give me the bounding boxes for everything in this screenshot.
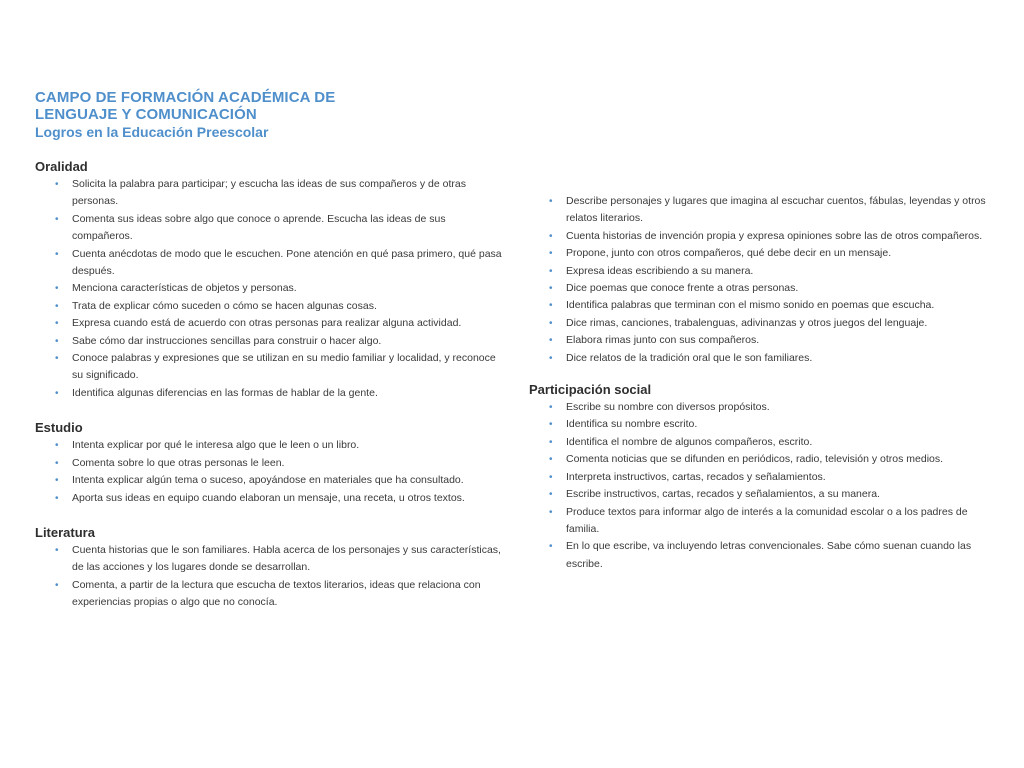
bullet-icon: • [549,541,553,553]
section-heading: Literatura [35,524,95,540]
list-item-text: Describe personajes y lugares que imagina al escuchar cuentos, fábulas, leyendas y otros relatos literarios. [566,195,986,225]
bullet-list [529,193,999,367]
list-item-text: Escribe su nombre con diversos propósitos. [566,401,770,414]
bullet-list [35,437,505,507]
list-item-text: Intenta explicar por qué le interesa algo que le leen o un libro. [72,439,360,452]
section-estudio [35,419,505,507]
list-item-text: Elabora rimas junto con sus compañeros. [566,334,760,347]
list-item [55,455,505,472]
bullet-icon: • [55,335,59,347]
bullet-icon: • [549,471,553,483]
list-item [549,469,999,486]
list-item [549,245,999,262]
bullet-icon: • [55,457,59,469]
bullet-icon: • [55,353,59,365]
bullet-icon: • [55,387,59,399]
section-heading: Oralidad [35,159,88,174]
list-item [55,211,505,246]
list-item [55,280,505,297]
list-item-text: Identifica su nombre escrito. [566,418,698,431]
list-item-text: Expresa cuando está de acuerdo con otras personas para realizar alguna actividad. [72,317,462,330]
bullet-icon: • [549,419,553,431]
bullet-icon: • [55,179,59,190]
list-item-text: Produce textos para informar algo de interés a la comunidad escolar o a los padres de familia. [566,505,968,535]
list-item-text: Aporta sus ideas en equipo cuando elaboran un mensaje, una receta, u otros textos. [72,491,465,504]
list-item-text: Menciona características de objetos y personas. [72,282,297,295]
list-item [549,332,999,349]
list-item [549,193,999,228]
bullet-icon: • [55,492,59,504]
subtitle: Logros en la Educación Preescolar [35,124,269,140]
section-heading: Estudio [35,420,83,436]
list-item [549,434,999,451]
bullet-icon: • [549,402,553,414]
bullet-icon: • [549,248,553,260]
bullet-icon: • [549,489,553,501]
bullet-icon: • [549,317,553,329]
bullet-icon: • [549,352,553,364]
list-item [549,399,999,416]
list-item-text: Cuenta historias de invención propia y expresa opiniones sobre las de otros compañeros. [566,229,983,242]
list-item-text: Dice poemas que conoce frente a otras personas. [566,282,799,295]
bullet-icon: • [549,283,553,295]
bullet-icon: • [55,283,59,295]
list-item-text: Comenta sus ideas sobre algo que conoce o aprende. Escucha las ideas de sus compañeros. [72,212,446,243]
bullet-icon: • [55,440,59,452]
bullet-icon: • [55,475,59,487]
list-item-text: Dice rimas, canciones, trabalenguas, adivinanzas y otros juegos del lenguaje. [566,316,928,329]
list-item-text: Comenta noticias que se difunden en periódicos, radio, televisión y otros medios. [566,453,944,466]
list-item [55,472,505,489]
bullet-icon: • [55,318,59,330]
list-item [55,246,505,281]
bullet-list [35,176,505,402]
list-item-text: Conoce palabras y expresiones que se utilizan en su medio familiar y localidad, y reconoce su significado. [72,352,496,382]
list-item-text: Solicita la palabra para participar; y escucha las ideas de sus compañeros y de otras personas. [72,178,466,208]
list-item-text: Cuenta historias que le son familiares. Habla acerca de los personajes y sus características, de las acciones y los lugares donde se desarrollan. [72,543,501,574]
list-item-text: Propone, junto con otros compañeros, qué debe decir en un mensaje. [566,247,892,260]
bullet-list [35,542,505,612]
list-item-text: Interpreta instructivos, cartas, recados y señalamientos. [566,470,826,483]
title-line-2: LENGUAJE Y COMUNICACIÓN [35,106,257,123]
list-item [549,297,999,314]
bullet-icon: • [55,213,59,225]
title-line-1: CAMPO DE FORMACIÓN ACADÉMICA DE [35,89,336,106]
list-item [55,350,505,385]
list-item [549,486,999,503]
list-item [549,228,999,245]
list-item-text: Identifica algunas diferencias en las formas de hablar de la gente. [72,386,378,399]
list-item [55,437,505,454]
list-item [55,385,505,402]
list-item [55,577,505,612]
list-item [549,315,999,332]
list-item-text: Sabe cómo dar instrucciones sencillas para construir o hacer algo. [72,334,382,347]
bullet-icon: • [549,196,553,207]
list-item-text: Comenta, a partir de la lectura que escucha de textos literarios, ideas que relaciona con experiencias propias o algo que no conocía. [72,578,481,609]
bullet-icon: • [549,454,553,466]
bullet-icon: • [549,265,553,277]
list-item [549,504,999,539]
list-item [549,451,999,468]
bullet-icon: • [55,248,59,260]
document-header [35,89,335,141]
bullet-icon: • [549,300,553,312]
bullet-list [529,399,999,573]
list-item [549,263,999,280]
bullet-icon: • [55,300,59,312]
list-item [55,315,505,332]
left-column [35,158,505,629]
list-item-text: Identifica palabras que terminan con el mismo sonido en poemas que escucha. [566,299,935,312]
list-item [549,416,999,433]
list-item-text: Cuenta anécdotas de modo que le escuchen. Pone atención en qué pasa primero, qué pasa después. [72,247,502,278]
bullet-icon: • [55,544,59,556]
section-oralidad [35,158,505,402]
list-item-text: Expresa ideas escribiendo a su manera. [566,264,754,277]
bullet-icon: • [549,506,553,518]
list-item [55,298,505,315]
list-item-text: Comenta sobre lo que otras personas le leen. [72,456,285,469]
section-participación-social [529,381,999,573]
literatura-continued [529,193,999,367]
list-item-text: Escribe instructivos, cartas, recados y señalamientos, a su manera. [566,488,880,501]
section-literatura [35,524,505,612]
bullet-icon: • [549,436,553,448]
list-item [55,542,505,577]
list-item [55,490,505,507]
bullet-icon: • [549,335,553,347]
list-item-text: Trata de explicar cómo suceden o cómo se hacen algunas cosas. [72,299,377,312]
list-item-text: Intenta explicar algún tema o suceso, apoyándose en materiales que ha consultado. [72,474,464,487]
list-item-text: En lo que escribe, va incluyendo letras convencionales. Sabe cómo suenan cuando las escribe. [566,540,972,570]
list-item [55,333,505,350]
list-item-text: Identifica el nombre de algunos compañeros, escrito. [566,435,813,448]
section-heading: Participación social [529,382,652,398]
list-item-text: Dice relatos de la tradición oral que le son familiares. [566,351,813,364]
bullet-icon: • [55,579,59,591]
bullet-icon: • [549,230,553,242]
list-item [55,176,505,211]
list-item [549,538,999,573]
list-item [549,350,999,367]
right-column [529,193,999,590]
list-item [549,280,999,297]
